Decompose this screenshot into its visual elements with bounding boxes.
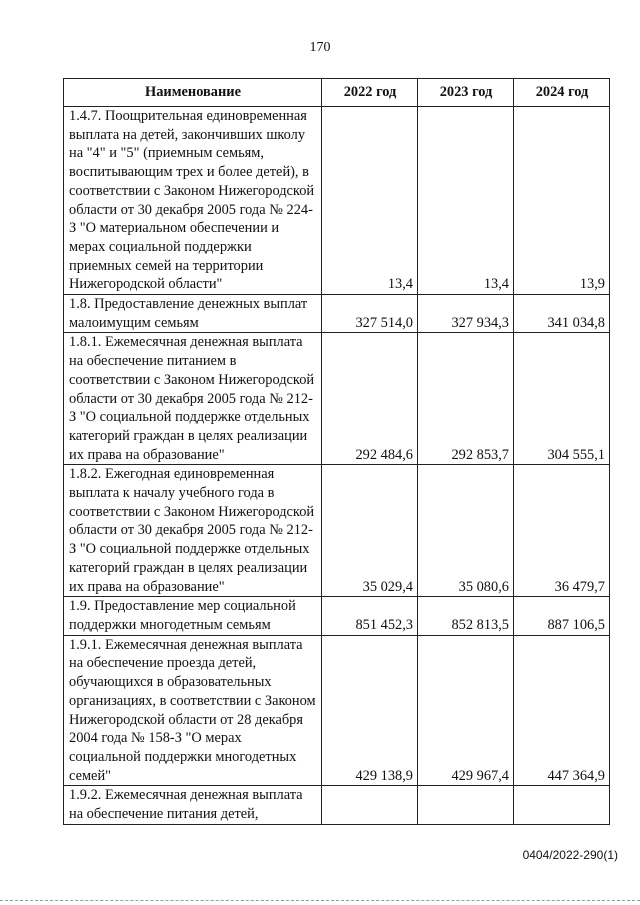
table-row [64, 635, 610, 786]
row-value-2024 [514, 786, 610, 824]
row-name: 1.8. Предоставление денежных выплат малоимущим семьям [64, 295, 322, 333]
row-value-2022 [322, 786, 418, 824]
header-2023: 2023 год [418, 79, 514, 107]
row-value-2024: 304 555,1 [514, 333, 610, 465]
row-value-2022: 35 029,4 [322, 465, 418, 597]
table-row [64, 333, 610, 465]
row-value-2024: 13,9 [514, 107, 610, 295]
row-value-2022: 13,4 [322, 107, 418, 295]
table-row [64, 786, 610, 824]
row-name: 1.9. Предоставление мер социальной поддержки многодетным семьям [64, 597, 322, 635]
table-row [64, 107, 610, 295]
table-row [64, 597, 610, 635]
page-number: 170 [309, 40, 331, 55]
budget-table [63, 78, 610, 825]
table-row [64, 295, 610, 333]
row-value-2022: 851 452,3 [322, 597, 418, 635]
row-value-2024: 36 479,7 [514, 465, 610, 597]
row-value-2024: 341 034,8 [514, 295, 610, 333]
document-code: 0404/2022-290(1) [522, 848, 618, 862]
row-value-2023: 429 967,4 [418, 635, 514, 786]
header-2024: 2024 год [514, 79, 610, 107]
table-header-row [64, 79, 610, 107]
row-value-2024: 447 364,9 [514, 635, 610, 786]
row-name: 1.9.2. Ежемесячная денежная выплата на обеспечение питания детей, [64, 786, 322, 824]
row-value-2022: 429 138,9 [322, 635, 418, 786]
row-name: 1.4.7. Поощрительная единовременная выплата на детей, закончивших школу на "4" и "5" (приемным семьям, воспитывающим трех и более детей), в соответствии с Законом Нижегородской области от 30 декабря 2005 года № 224-З "О материальном обеспечении и мерах социальной поддержки приемных семей на территории Нижегородской области" [64, 107, 322, 295]
row-value-2023: 292 853,7 [418, 333, 514, 465]
row-value-2024: 887 106,5 [514, 597, 610, 635]
row-value-2023: 852 813,5 [418, 597, 514, 635]
header-name: Наименование [64, 79, 322, 107]
row-value-2023: 35 080,6 [418, 465, 514, 597]
row-value-2023: 13,4 [418, 107, 514, 295]
scan-edge-divider [0, 900, 640, 905]
row-name: 1.8.2. Ежегодная единовременная выплата к началу учебного года в соответствии с Законом Нижегородской области от 30 декабря 2005 года № 212-З "О социальной поддержке отдельных категорий граждан в целях реализации их права на образование" [64, 465, 322, 597]
row-value-2023 [418, 786, 514, 824]
table-row [64, 465, 610, 597]
row-value-2022: 327 514,0 [322, 295, 418, 333]
row-name: 1.9.1. Ежемесячная денежная выплата на обеспечение проезда детей, обучающихся в образовательных организациях, в соответствии с Законом Нижегородской области от 28 декабря 2004 года № 158-З "О мерах социальной поддержки многодетных семей" [64, 635, 322, 786]
header-2022: 2022 год [322, 79, 418, 107]
row-value-2022: 292 484,6 [322, 333, 418, 465]
row-name: 1.8.1. Ежемесячная денежная выплата на обеспечение питанием в соответствии с Законом Нижегородской области от 30 декабря 2005 года № 212-З "О социальной поддержке отдельных категорий граждан в целях реализации их права на образование" [64, 333, 322, 465]
row-value-2023: 327 934,3 [418, 295, 514, 333]
